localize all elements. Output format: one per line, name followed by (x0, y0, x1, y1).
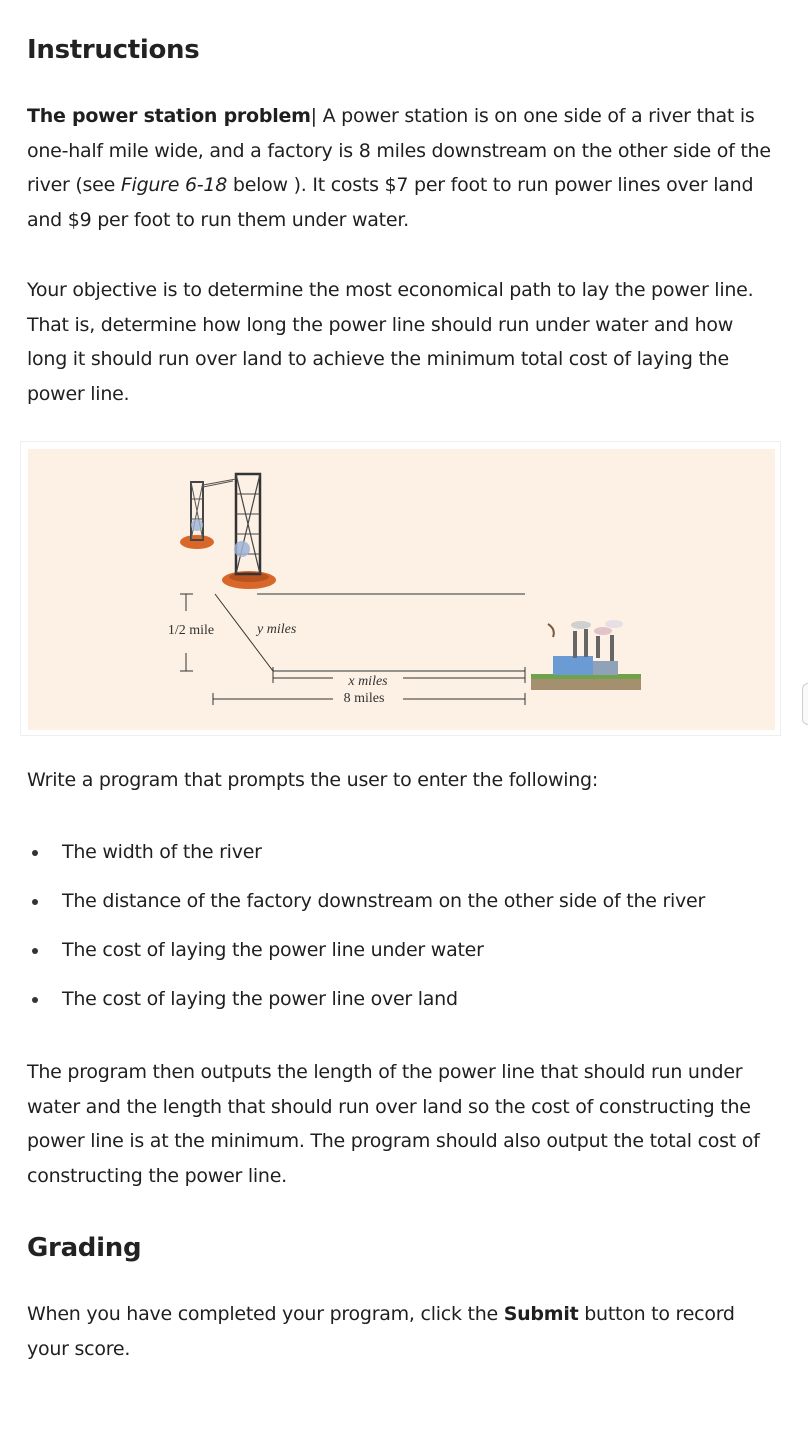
bullet-icon (32, 899, 38, 905)
figure-6-18 (20, 441, 781, 736)
problem-text-a: A power station is on one side of a river that is one-half mile wide, and a factory is 8 miles downstream on the other side of the river (see (27, 105, 771, 196)
output-paragraph: The program then outputs the length of the power line that should run under water and the length that should run over land so the cost of constructing the power line is at the minimum. The program should also output the total cost of constructing the power line. (27, 1061, 760, 1187)
scroll-tab[interactable] (802, 683, 808, 725)
width-dimension (168, 594, 214, 671)
submit-reference: Submit (503, 1303, 579, 1325)
bullet-icon (32, 997, 38, 1003)
y-miles-label: y miles (257, 622, 297, 637)
list-item (27, 884, 787, 933)
input-list (27, 835, 787, 1031)
program-intro: Write a program that prompts the user to enter the following: (27, 769, 599, 791)
figure-background (28, 449, 775, 730)
factory-icon (531, 620, 641, 690)
small-tower-icon (180, 481, 233, 549)
power-station-tower-icon (203, 474, 276, 589)
objective-paragraph: Your objective is to determine the most economical path to lay the power line. That is, determine how long the power line should run under water and how long it should run over land to achieve the minimum total cost of laying the power line. (27, 279, 754, 405)
list-item-text: The distance of the factory downstream on the other side of the river (62, 890, 706, 912)
problem-paragraph (27, 99, 777, 237)
grading-text-b: button to record your score. (27, 1303, 735, 1360)
eight-miles-label: 8 miles (343, 691, 385, 706)
problem-text-b: below ). It costs $7 per foot to run power lines over land and $9 per foot to run them under water. (27, 174, 754, 231)
problem-separator: | (310, 105, 323, 127)
grading-text-a: When you have completed your program, click the (27, 1303, 504, 1325)
x-miles-label: x miles (348, 674, 388, 689)
problem-title: The power station problem (27, 105, 311, 127)
list-item-text: The cost of laying the power line over land (62, 988, 458, 1010)
list-item (27, 982, 787, 1031)
list-item (27, 933, 787, 982)
grading-paragraph (27, 1297, 777, 1366)
bullet-icon (32, 850, 38, 856)
list-item-text: The cost of laying the power line under water (62, 939, 484, 961)
power-station-diagram (28, 449, 775, 730)
grading-heading: Grading (27, 1233, 142, 1263)
list-item (27, 835, 787, 884)
width-label: 1/2 mile (167, 623, 215, 638)
list-item-text: The width of the river (62, 841, 262, 863)
bullet-icon (32, 948, 38, 954)
figure-reference: Figure 6-18 (120, 174, 228, 196)
instructions-heading: Instructions (27, 35, 200, 65)
